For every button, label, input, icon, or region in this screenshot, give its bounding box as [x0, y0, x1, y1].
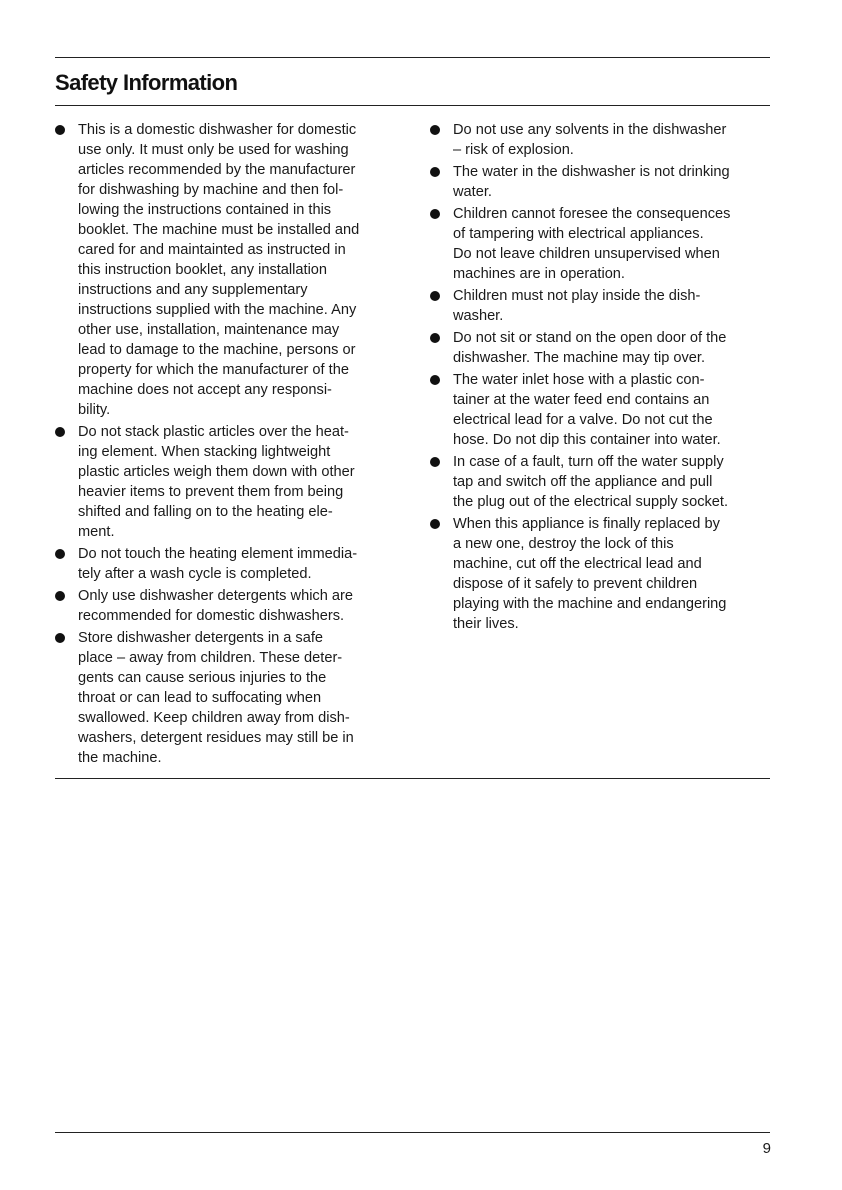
safety-item-line: Do not leave children unsupervised when	[453, 246, 720, 262]
safety-item-line: other use, installation, maintenance may	[78, 322, 340, 338]
bullet-icon	[430, 291, 440, 301]
safety-item-line: the plug out of the electrical supply socket.	[453, 494, 729, 510]
safety-item-line: cared for and maintainted as instructed in	[78, 242, 346, 258]
safety-item-line: throat or can lead to suffocating when	[78, 690, 322, 706]
safety-item	[430, 452, 775, 512]
safety-item	[55, 422, 400, 542]
safety-item-line: articles recommended by the manufacturer	[78, 162, 356, 178]
safety-item-line: In case of a fault, turn off the water supply	[453, 454, 724, 470]
safety-item	[430, 514, 775, 634]
safety-item	[55, 586, 400, 626]
page-title: Safety Information	[55, 70, 238, 95]
safety-item-line: gents can cause serious injuries to the	[78, 670, 327, 686]
safety-item-line: plastic articles weigh them down with other	[78, 464, 355, 480]
safety-item-line: use only. It must only be used for washing	[78, 142, 349, 158]
safety-item-line: When this appliance is finally replaced by	[453, 516, 720, 532]
safety-item-line: Only use dishwasher detergents which are	[78, 588, 353, 604]
safety-item-line: Children must not play inside the dish-	[453, 288, 701, 304]
safety-item-line: machine does not accept any responsi-	[78, 382, 332, 398]
safety-item-line: instructions supplied with the machine. Any	[78, 302, 357, 318]
bullet-icon	[430, 333, 440, 343]
safety-item-line: dispose of it safely to prevent children	[453, 576, 698, 592]
safety-item-line: electrical lead for a valve. Do not cut the	[453, 412, 713, 428]
safety-item	[430, 370, 775, 450]
safety-item-line: washers, detergent residues may still be in	[78, 730, 354, 746]
title-rule	[55, 105, 770, 106]
safety-item	[430, 328, 775, 368]
safety-item	[430, 120, 775, 160]
safety-item-line: bility.	[78, 402, 111, 418]
safety-item-line: place – away from children. These deter-	[78, 650, 343, 666]
safety-item-line: tainer at the water feed end contains an	[453, 392, 710, 408]
safety-item-line: washer.	[453, 308, 504, 324]
top-rule	[55, 57, 770, 58]
safety-item-line: recommended for domestic dishwashers.	[78, 608, 345, 624]
bullet-icon	[55, 125, 65, 135]
safety-item	[55, 544, 400, 584]
safety-item	[430, 286, 775, 326]
safety-item-line: shifted and falling on to the heating ele-	[78, 504, 333, 520]
safety-item-line: Store dishwasher detergents in a safe	[78, 630, 323, 646]
safety-item-line: for dishwashing by machine and then fol-	[78, 182, 344, 198]
safety-item-line: ment.	[78, 524, 115, 540]
safety-item-line: of tampering with electrical appliances.	[453, 226, 704, 242]
safety-item	[55, 628, 400, 768]
safety-item-line: Do not stack plastic articles over the heat-	[78, 424, 349, 440]
safety-item-line: dishwasher. The machine may tip over.	[453, 350, 706, 366]
safety-item-line: lead to damage to the machine, persons or	[78, 342, 356, 358]
safety-item	[55, 120, 400, 420]
safety-item-line: this instruction booklet, any installation	[78, 262, 328, 278]
safety-item-line: hose. Do not dip this container into water.	[453, 432, 721, 448]
safety-item-line: the machine.	[78, 750, 162, 766]
bullet-icon	[430, 125, 440, 135]
safety-item-line: Do not sit or stand on the open door of the	[453, 330, 727, 346]
safety-item-line: heavier items to prevent them from being	[78, 484, 344, 500]
safety-item-line: lowing the instructions contained in this	[78, 202, 332, 218]
left-column	[55, 120, 400, 770]
safety-item-line: booklet. The machine must be installed and	[78, 222, 360, 238]
safety-item-line: tely after a wash cycle is completed.	[78, 566, 312, 582]
content-bottom-rule	[55, 778, 770, 779]
safety-item	[430, 204, 775, 284]
bullet-icon	[55, 427, 65, 437]
safety-item-line: property for which the manufacturer of the	[78, 362, 349, 378]
bullet-icon	[430, 167, 440, 177]
safety-item-line: a new one, destroy the lock of this	[453, 536, 674, 552]
safety-item-line: swallowed. Keep children away from dish-	[78, 710, 350, 726]
bullet-icon	[430, 375, 440, 385]
safety-item-line: Children cannot foresee the consequences	[453, 206, 731, 222]
safety-item-line: This is a domestic dishwasher for domestic	[78, 122, 357, 138]
bullet-icon	[55, 633, 65, 643]
safety-item-line: instructions and any supplementary	[78, 282, 308, 298]
safety-item-line: ing element. When stacking lightweight	[78, 444, 331, 460]
bullet-icon	[430, 209, 440, 219]
safety-item-line: Do not touch the heating element immedia-	[78, 546, 358, 562]
safety-item	[430, 162, 775, 202]
footer-rule	[55, 1132, 770, 1133]
bullet-icon	[55, 549, 65, 559]
safety-item-line: Do not use any solvents in the dishwasher	[453, 122, 727, 138]
safety-item-line: tap and switch off the appliance and pull	[453, 474, 713, 490]
bullet-icon	[430, 519, 440, 529]
safety-item-line: machine, cut off the electrical lead and	[453, 556, 702, 572]
right-column	[430, 120, 775, 636]
safety-item-line: playing with the machine and endangering	[453, 596, 727, 612]
safety-item-line: – risk of explosion.	[453, 142, 574, 158]
safety-item-line: water.	[453, 184, 492, 200]
page-number: 9	[762, 1140, 771, 1157]
bullet-icon	[430, 457, 440, 467]
bullet-icon	[55, 591, 65, 601]
safety-item-line: machines are in operation.	[453, 266, 625, 282]
safety-item-line: The water in the dishwasher is not drinking	[453, 164, 730, 180]
safety-item-line: their lives.	[453, 616, 519, 632]
safety-item-line: The water inlet hose with a plastic con-	[453, 372, 705, 388]
